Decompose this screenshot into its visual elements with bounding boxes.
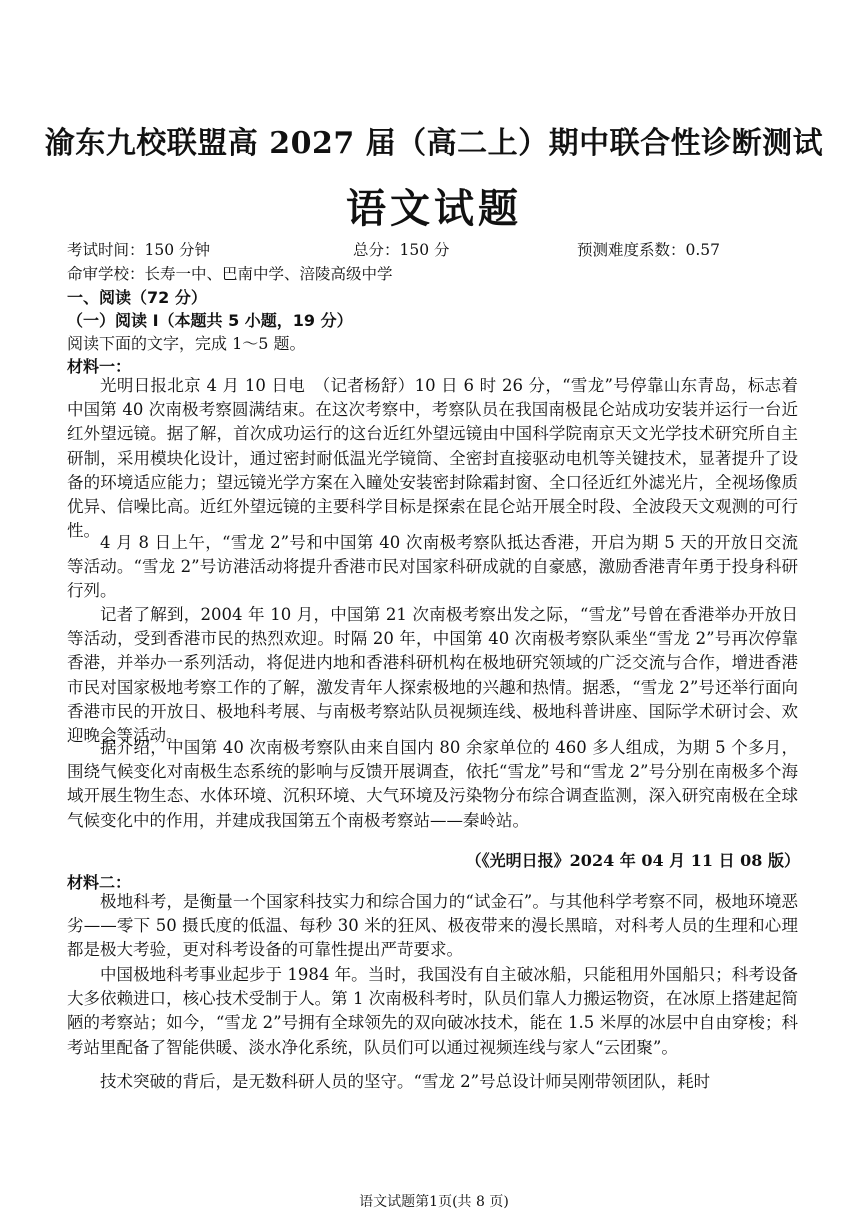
material-one-paragraph: 据介绍，中国第 40 次南极考察队由来自国内 80 余家单位的 460 多人组成，为期 5 个多月，围绕气候变化对南极生态系统的影响与反馈开展调查，依托“雪龙”号和“雪龙 2”号分别在南极多个海域开展生物生态、水体环境、沉积环境、大气环境及污染物分布综合调查监测，深入研究南极在全球气候变化中的作用，并建成我国第五个南极考察站——秦岭站。 bbox=[67, 738, 798, 830]
material-two-paragraph: 技术突破的背后，是无数科研人员的坚守。“雪龙 2”号总设计师吴刚带领团队，耗时 bbox=[100, 1072, 711, 1091]
material-two-paragraph: 极地科考，是衡量一个国家科技实力和综合国力的“试金石”。与其他科学考察不同，极地环境恶劣——零下 50 摄氏度的低温、每秒 30 米的狂风、极夜带来的漫长黑暗，对科考人员的生理和心理都是极大考验，更对科考设备的可靠性提出严苛要求。 bbox=[67, 892, 798, 960]
material-one-paragraph: 记者了解到，2004 年 10 月，中国第 21 次南极考察出发之际，“雪龙”号曾在香港举办开放日等活动，受到香港市民的热烈欢迎。时隔 20 年，中国第 40 次南极考察队乘坐“雪龙 2”号再次停靠香港，并举办一系列活动，将促进内地和香港科研机构在极地研究领域的广泛交流与合作，增进香港市民对国家极地考察工作的了解，激发青年人探索极地的兴趣和热情。据悉，“雪龙 2”号还举行面向香港市民的开放日、极地科考展、与南极考察站队员视频连线、极地科普讲座、国际学术研讨会、欢迎晚会等活动。 bbox=[67, 605, 798, 746]
exam-difficulty: 预测难度系数：0.57 bbox=[577, 241, 721, 259]
exam-title: 渝东九校联盟高 2027 届（高二上）期中联合性诊断测试 bbox=[44, 126, 824, 161]
material-one-label: 材料一： bbox=[67, 357, 132, 376]
material-one-source: （《光明日报》2024 年 04 月 11 日 08 版） bbox=[465, 851, 800, 870]
exam-total-score: 总分：150 分 bbox=[353, 241, 450, 259]
subsection-heading: （一）阅读 I（本题共 5 小题，19 分） bbox=[67, 311, 353, 330]
page-footer: 语文试题第1页(共 8 页) bbox=[359, 1194, 509, 1210]
material-one-paragraph: 4 月 8 日上午，“雪龙 2”号和中国第 40 次南极考察队抵达香港，开启为期 5 天的开放日交流等活动。“雪龙 2”号访港活动将提升香港市民对国家科研成就的自豪感，激励香港青年勇于投身科研行列。 bbox=[67, 533, 798, 601]
section-heading: 一、阅读（72 分） bbox=[67, 288, 207, 307]
material-two-label: 材料二： bbox=[67, 873, 132, 892]
instruction-text: 阅读下面的文字，完成 1～5 题。 bbox=[67, 334, 306, 353]
material-two-paragraph: 中国极地科考事业起步于 1984 年。当时，我国没有自主破冰船，只能租用外国船只；科考设备大多依赖进口，核心技术受制于人。第 1 次南极科考时，队员们靠人力搬运物资，在冰原上搭建起简陋的考察站；如今，“雪龙 2”号拥有全球领先的双向破冰技术，能在 1.5 米厚的冰层中自由穿梭；科考站里配备了智能供暖、淡水净化系统，队员们可以通过视频连线与家人“云团聚”。 bbox=[67, 965, 798, 1057]
material-one-paragraph: 光明日报北京 4 月 10 日电 （记者杨舒）10 日 6 时 26 分，“雪龙”号停靠山东青岛，标志着中国第 40 次南极考察圆满结束。在这次考察中，考察队员在我国南极昆仑站成功安装并运行一台近红外望远镜。据了解，首次成功运行的这台近红外望远镜由中国科学院南京天文光学技术研究所自主研制，采用模块化设计，通过密封耐低温光学镜筒、全密封直接驱动电机等关键技术，显著提升了设备的环境适应能力；望远镜光学方案在入瞳处安装密封除霜封窗、全口径近红外滤光片，全视场像质优异、信噪比高。近红外望远镜的主要科学目标是探索在昆仑站开展全时段、全波段天文观测的可行性。 bbox=[67, 376, 798, 541]
exam-subtitle: 语文试题 bbox=[346, 185, 522, 232]
exam-schools: 命审学校：长寿一中、巴南中学、涪陵高级中学 bbox=[67, 265, 393, 283]
exam-time: 考试时间：150 分钟 bbox=[67, 241, 211, 259]
